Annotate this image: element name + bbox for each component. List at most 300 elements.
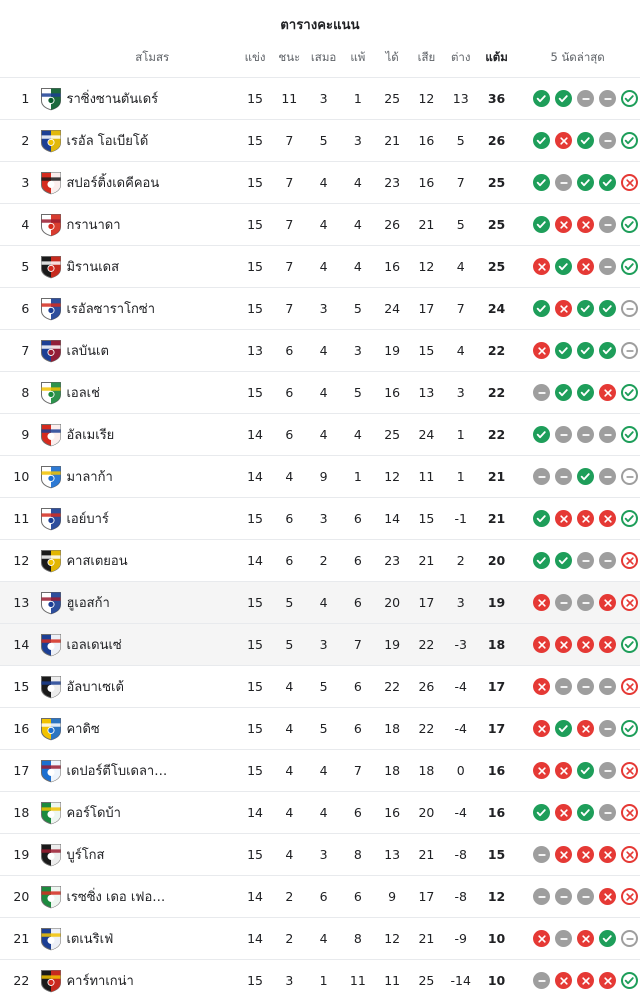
row-drawn: 5 (319, 133, 328, 148)
row-team-name[interactable]: มิรานเดส (66, 260, 120, 275)
form-loss-latest-icon (621, 174, 638, 191)
row-crest (35, 246, 66, 288)
row-goal-diff: 3 (456, 385, 465, 400)
form-draw-icon (555, 888, 572, 905)
row-goals-for: 23 (384, 553, 401, 568)
form-draw-icon (599, 258, 616, 275)
row-played: 15 (247, 763, 263, 778)
row-goals-for: 16 (384, 259, 401, 274)
form-draw-icon (555, 678, 572, 695)
row-crest (35, 414, 66, 456)
header-goals-for: ได้ (385, 50, 399, 64)
albacete-crest (40, 675, 62, 699)
form-cell (533, 804, 640, 821)
form-cell (533, 300, 640, 317)
row-goals-against: 15 (418, 511, 435, 526)
row-form (515, 120, 640, 162)
row-played: 15 (247, 175, 263, 190)
row-team-name[interactable]: ราซิ่งซานตันเดร์ (66, 92, 159, 107)
row-won: 7 (285, 301, 294, 316)
row-points: 16 (487, 805, 506, 820)
row-rank: 10 (13, 469, 30, 484)
row-points: 19 (487, 595, 506, 610)
row-won: 2 (285, 931, 294, 946)
form-win-latest-icon (621, 720, 638, 737)
row-won: 7 (285, 259, 294, 274)
row-rank: 16 (13, 721, 30, 736)
row-played: 13 (247, 343, 263, 358)
form-win-icon (533, 132, 550, 149)
row-won: 4 (285, 805, 294, 820)
row-form (515, 540, 640, 582)
row-drawn: 4 (319, 175, 328, 190)
form-loss-icon (533, 762, 550, 779)
form-cell (533, 930, 640, 947)
row-goal-diff: -8 (454, 889, 467, 904)
form-cell (533, 762, 640, 779)
row-drawn: 3 (319, 847, 328, 862)
form-loss-icon (599, 384, 616, 401)
row-rank: 20 (13, 889, 30, 904)
form-loss-icon (555, 972, 572, 989)
form-loss-icon (533, 636, 550, 653)
row-lost: 6 (353, 679, 362, 694)
row-crest (35, 708, 66, 750)
row-crest (35, 666, 66, 708)
row-drawn: 5 (319, 679, 328, 694)
row-form (515, 960, 640, 1002)
header-drawn: เสมอ (310, 50, 337, 64)
row-team-name[interactable]: คาร์ทาเกน่า (66, 974, 134, 990)
row-played: 14 (247, 427, 263, 442)
real-zaragoza-crest (40, 297, 62, 321)
form-loss-icon (599, 594, 616, 611)
row-goals-for: 19 (384, 637, 401, 652)
row-won: 4 (285, 469, 294, 484)
table-row[interactable] (0, 330, 640, 372)
form-win-latest-icon (621, 426, 638, 443)
form-loss-icon (555, 762, 572, 779)
row-points: 22 (487, 343, 506, 358)
row-crest (35, 330, 66, 372)
header-played: แข่ง (244, 50, 266, 64)
form-loss-icon (555, 132, 572, 149)
form-loss-icon (599, 888, 616, 905)
row-form (515, 414, 640, 456)
form-cell (533, 552, 640, 569)
page-title: ตารางคะแนน (280, 18, 360, 33)
header-points: แต้ม (485, 50, 508, 64)
row-crest (35, 456, 66, 498)
row-rank: 18 (13, 805, 30, 820)
row-lost: 8 (353, 847, 362, 862)
form-win-icon (555, 384, 572, 401)
row-crest (35, 792, 66, 834)
cadiz-crest (40, 717, 62, 741)
row-team-name[interactable]: มาลาก้า (66, 470, 113, 485)
row-crest (35, 288, 66, 330)
form-loss-latest-icon (621, 804, 638, 821)
form-win-latest-icon (621, 258, 638, 275)
row-goals-for: 18 (384, 763, 401, 778)
table-row[interactable] (0, 834, 640, 876)
table-row[interactable] (0, 204, 640, 246)
row-points: 25 (487, 217, 506, 232)
row-goals-for: 14 (384, 511, 401, 526)
form-loss-latest-icon (621, 762, 638, 779)
row-won: 6 (285, 553, 294, 568)
row-goal-diff: 0 (456, 763, 465, 778)
form-cell (533, 510, 640, 527)
form-win-latest-icon (621, 384, 638, 401)
row-lost: 5 (353, 385, 362, 400)
row-crest (35, 624, 66, 666)
row-team-name[interactable]: เรอัลซาราโกซ่า (66, 302, 156, 317)
row-goal-diff: 1 (456, 427, 465, 442)
row-crest (35, 540, 66, 582)
table-row[interactable] (0, 582, 640, 624)
row-played: 15 (247, 679, 263, 694)
form-win-icon (533, 426, 550, 443)
row-points: 22 (487, 427, 506, 442)
table-row[interactable] (0, 78, 640, 120)
row-team-name[interactable]: อัลบาเซเต้ (66, 680, 124, 695)
form-loss-latest-icon (621, 888, 638, 905)
table-row[interactable] (0, 456, 640, 498)
form-cell (533, 720, 640, 737)
deportivo-crest (40, 759, 62, 783)
header-club: สโมสร (135, 50, 170, 64)
row-played: 15 (247, 595, 263, 610)
form-draw-icon (533, 468, 550, 485)
form-draw-icon (599, 804, 616, 821)
row-form (515, 162, 640, 204)
row-points: 21 (487, 511, 506, 526)
row-team-name[interactable]: เตเนริเฟ่ (66, 932, 114, 947)
row-goals-for: 24 (384, 301, 401, 316)
table-row[interactable] (0, 918, 640, 960)
row-played: 15 (247, 847, 263, 862)
form-cell (533, 972, 640, 989)
row-goal-diff: -3 (454, 637, 467, 652)
header-won: ชนะ (278, 50, 301, 64)
table-row[interactable] (0, 540, 640, 582)
form-win-icon (555, 258, 572, 275)
row-team-name[interactable]: สปอร์ติ้งเดคีคอน (66, 176, 160, 191)
row-rank: 13 (13, 595, 30, 610)
row-team-name[interactable]: เดปอร์ตีโบเดลา… (66, 764, 168, 779)
table-row[interactable] (0, 750, 640, 792)
row-won: 4 (285, 763, 294, 778)
row-won: 5 (285, 637, 294, 652)
row-team-name[interactable]: คาดิซ (66, 722, 100, 737)
table-row[interactable] (0, 288, 640, 330)
row-goals-against: 18 (418, 763, 435, 778)
row-lost: 4 (353, 427, 362, 442)
row-rank: 21 (13, 931, 30, 946)
table-row[interactable] (0, 498, 640, 540)
row-lost: 3 (353, 343, 362, 358)
header-row (0, 45, 640, 78)
row-team-name[interactable]: กรานาดา (66, 218, 121, 233)
table-body (0, 78, 640, 1002)
form-draw-icon (555, 174, 572, 191)
table-row[interactable] (0, 960, 640, 1002)
row-lost: 3 (353, 133, 362, 148)
row-points: 10 (487, 973, 506, 989)
form-win-latest-icon (621, 216, 638, 233)
form-loss-icon (599, 972, 616, 989)
row-goals-against: 24 (418, 427, 435, 442)
row-team-name[interactable]: เรซซิ่ง เดอ เฟอ… (66, 890, 166, 905)
row-goals-for: 25 (384, 427, 401, 442)
row-won: 4 (285, 679, 294, 694)
form-cell (533, 426, 640, 443)
form-draw-icon (555, 594, 572, 611)
form-win-icon (555, 720, 572, 737)
form-win-latest-icon (621, 972, 638, 989)
row-rank: 5 (21, 259, 30, 274)
row-won: 6 (285, 511, 294, 526)
row-team-name[interactable]: เอลเช่ (66, 386, 100, 401)
form-loss-icon (577, 720, 594, 737)
form-win-icon (599, 174, 616, 191)
row-lost: 6 (353, 511, 362, 526)
form-loss-icon (577, 846, 594, 863)
row-goals-against: 21 (418, 217, 435, 232)
row-goals-against: 22 (418, 721, 435, 736)
row-rank: 22 (13, 973, 30, 989)
form-draw-icon (599, 90, 616, 107)
row-team-name[interactable]: เอลเดนเซ่ (66, 638, 122, 653)
form-loss-icon (533, 930, 550, 947)
row-drawn: 4 (319, 427, 328, 442)
row-drawn: 3 (319, 637, 328, 652)
form-cell (533, 846, 640, 863)
form-draw-latest-icon (621, 300, 638, 317)
standings-table (0, 45, 640, 1002)
form-loss-icon (577, 930, 594, 947)
row-goals-against: 13 (418, 385, 435, 400)
row-rank: 9 (21, 427, 30, 442)
row-form (515, 708, 640, 750)
row-goals-against: 21 (418, 931, 435, 946)
form-cell (533, 90, 640, 107)
table-row[interactable] (0, 708, 640, 750)
form-win-latest-icon (621, 510, 638, 527)
row-team-name[interactable]: คาสเตยอน (66, 554, 128, 569)
row-drawn: 2 (319, 553, 328, 568)
row-points: 15 (487, 847, 506, 862)
row-goal-diff: -8 (454, 847, 467, 862)
form-win-icon (599, 930, 616, 947)
row-team-name[interactable]: เรอัล โอเบียโด้ (66, 134, 149, 149)
row-form (515, 834, 640, 876)
row-lost: 6 (353, 595, 362, 610)
row-goals-against: 17 (418, 889, 435, 904)
eldense-crest (40, 633, 62, 657)
form-win-icon (533, 510, 550, 527)
row-lost: 1 (353, 469, 362, 484)
row-crest (35, 960, 66, 1002)
row-drawn: 3 (319, 91, 328, 106)
form-draw-latest-icon (621, 930, 638, 947)
cartagena-crest (40, 969, 62, 993)
header-goal-diff: ต่าง (450, 50, 471, 64)
form-loss-icon (533, 594, 550, 611)
form-win-icon (599, 342, 616, 359)
form-loss-icon (533, 678, 550, 695)
row-form (515, 246, 640, 288)
header-rank (0, 45, 35, 78)
row-goals-for: 11 (384, 973, 401, 989)
row-crest (35, 372, 66, 414)
row-team-name[interactable]: บูร์โกส (66, 848, 105, 863)
form-cell (533, 342, 640, 359)
row-goal-diff: 7 (456, 301, 465, 316)
form-win-icon (577, 300, 594, 317)
row-lost: 5 (353, 301, 362, 316)
row-team-name[interactable]: เอย์บาร์ (66, 512, 109, 527)
row-points: 25 (487, 175, 506, 190)
row-goals-against: 12 (418, 91, 435, 106)
form-draw-icon (555, 426, 572, 443)
row-drawn: 4 (319, 595, 328, 610)
form-win-icon (577, 468, 594, 485)
row-form (515, 288, 640, 330)
row-lost: 7 (353, 637, 362, 652)
row-goals-for: 22 (384, 679, 401, 694)
row-team-name[interactable]: ฮูเอสก้า (66, 596, 110, 611)
row-goal-diff: -14 (450, 973, 471, 989)
row-rank: 4 (21, 217, 30, 232)
row-crest (35, 918, 66, 960)
row-won: 6 (285, 385, 294, 400)
table-row[interactable] (0, 624, 640, 666)
row-lost: 4 (353, 217, 362, 232)
form-draw-latest-icon (621, 342, 638, 359)
row-goals-against: 16 (418, 133, 435, 148)
row-goals-against: 25 (418, 973, 435, 989)
row-drawn: 3 (319, 301, 328, 316)
form-draw-icon (599, 720, 616, 737)
row-goal-diff: 1 (456, 469, 465, 484)
form-draw-icon (599, 468, 616, 485)
row-goal-diff: -4 (454, 805, 467, 820)
row-goals-for: 26 (384, 217, 401, 232)
form-win-icon (533, 552, 550, 569)
form-win-icon (577, 174, 594, 191)
table-row[interactable] (0, 666, 640, 708)
row-points: 20 (487, 553, 506, 568)
row-won: 6 (285, 343, 294, 358)
row-goal-diff: -1 (454, 511, 467, 526)
row-goals-for: 12 (384, 469, 401, 484)
row-rank: 1 (21, 91, 30, 106)
row-crest (35, 78, 66, 120)
row-won: 7 (285, 133, 294, 148)
form-draw-icon (555, 930, 572, 947)
row-drawn: 5 (319, 721, 328, 736)
form-loss-icon (533, 258, 550, 275)
row-form (515, 792, 640, 834)
form-loss-latest-icon (621, 552, 638, 569)
form-cell (533, 888, 640, 905)
table-row[interactable] (0, 372, 640, 414)
row-drawn: 9 (319, 469, 328, 484)
header-lost: แพ้ (350, 50, 366, 64)
form-loss-icon (555, 300, 572, 317)
form-draw-icon (577, 552, 594, 569)
row-played: 14 (247, 931, 263, 946)
row-points: 36 (487, 91, 506, 106)
form-cell (533, 594, 640, 611)
form-draw-icon (577, 678, 594, 695)
form-draw-icon (533, 846, 550, 863)
form-loss-icon (577, 510, 594, 527)
row-played: 14 (247, 805, 263, 820)
table-row[interactable] (0, 120, 640, 162)
row-points: 17 (487, 679, 506, 694)
form-loss-icon (577, 216, 594, 233)
row-played: 14 (247, 889, 263, 904)
row-goals-against: 20 (418, 805, 435, 820)
row-lost: 6 (353, 805, 362, 820)
row-lost: 6 (353, 889, 362, 904)
form-loss-icon (555, 846, 572, 863)
form-win-icon (533, 804, 550, 821)
form-loss-icon (577, 636, 594, 653)
row-crest (35, 162, 66, 204)
row-played: 15 (247, 721, 263, 736)
levante-crest (40, 339, 62, 363)
form-win-icon (577, 804, 594, 821)
row-goals-for: 16 (384, 385, 401, 400)
table-row[interactable] (0, 414, 640, 456)
row-goals-against: 16 (418, 175, 435, 190)
row-played: 14 (247, 469, 263, 484)
row-goals-against: 15 (418, 343, 435, 358)
row-team-name[interactable]: เลบันเต (66, 344, 109, 359)
row-points: 12 (487, 889, 506, 904)
form-draw-icon (533, 384, 550, 401)
table-row[interactable] (0, 876, 640, 918)
row-crest (35, 582, 66, 624)
row-lost: 11 (349, 973, 366, 989)
table-row[interactable] (0, 792, 640, 834)
header-form: 5 นัดล่าสุด (550, 50, 605, 64)
row-goals-against: 11 (418, 469, 435, 484)
row-rank: 8 (21, 385, 30, 400)
row-lost: 7 (353, 763, 362, 778)
row-team-name[interactable]: อัลเมเรีย (66, 428, 115, 443)
table-row[interactable] (0, 162, 640, 204)
row-form (515, 624, 640, 666)
row-won: 4 (285, 847, 294, 862)
row-team-name[interactable]: คอร์โดบ้า (66, 806, 121, 821)
form-loss-icon (555, 216, 572, 233)
form-win-icon (577, 762, 594, 779)
table-row[interactable] (0, 246, 640, 288)
castellon-crest (40, 549, 62, 573)
row-played: 15 (247, 385, 263, 400)
row-points: 17 (487, 721, 506, 736)
mirandes-crest (40, 255, 62, 279)
form-draw-icon (555, 468, 572, 485)
form-loss-icon (599, 846, 616, 863)
row-goal-diff: 3 (456, 595, 465, 610)
row-drawn: 4 (319, 763, 328, 778)
